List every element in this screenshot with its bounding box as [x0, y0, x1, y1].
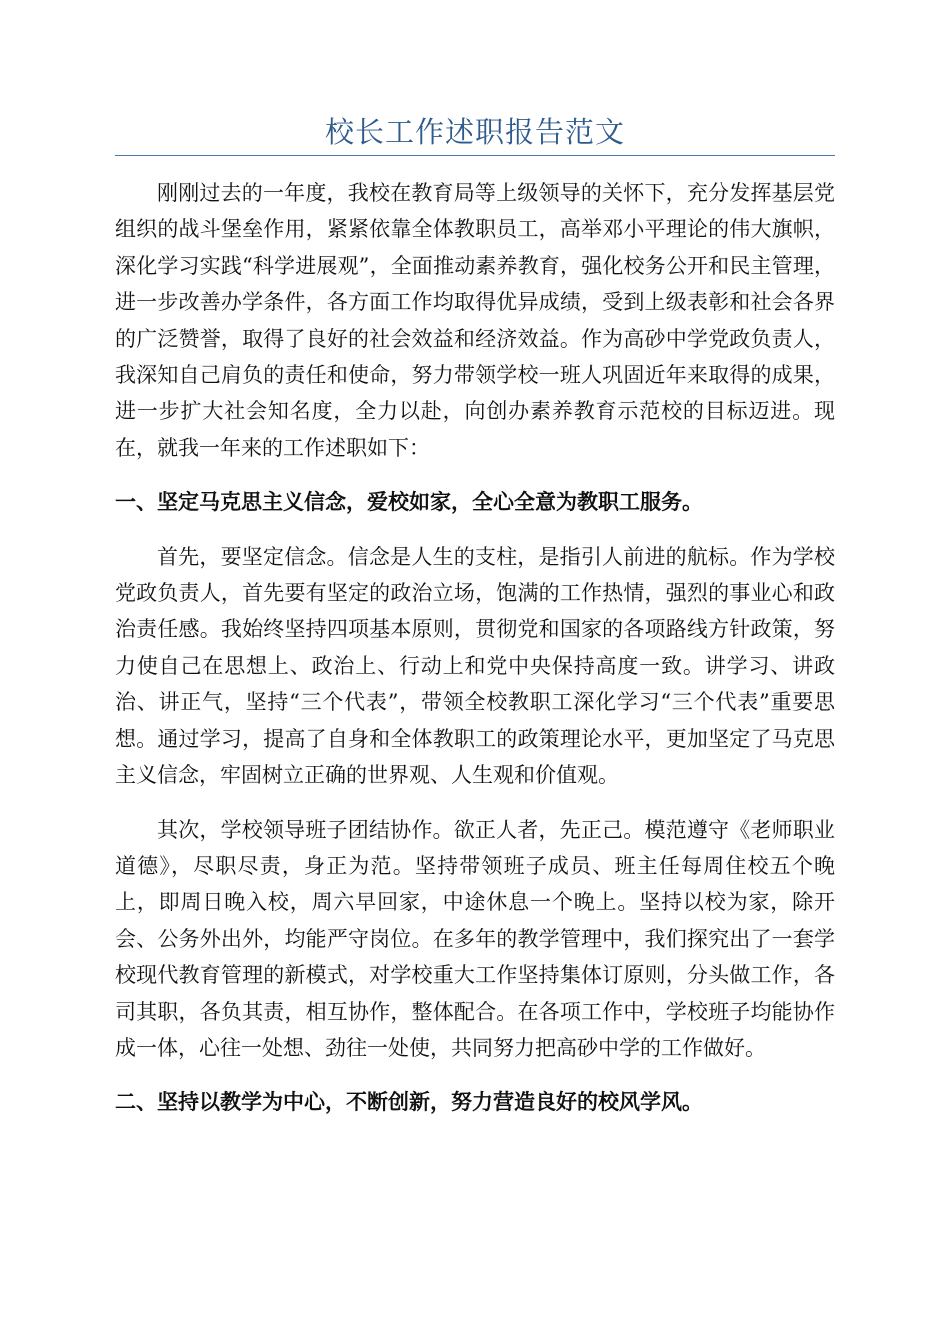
intro-paragraph: 刚刚过去的一年度，我校在教育局等上级领导的关怀下，充分发挥基层党组织的战斗堡垒作用，紧紧依靠全体教职员工，高举邓小平理论的伟大旗帜，深化学习实践“科学进展观”，全面推动素养教育，强化校务公开和民主管理，进一步改善办学条件，各方面工作均取得优异成绩，受到上级表彰和社会各界的广泛赞誉，取得了良好的社会效益和经济效益。作为高砂中学党政负责人，我深知自己肩负的责任和使命，努力带领学校一班人巩固近年来取得的成果，进一步扩大社会知名度，全力以赴，向创办素养教育示范校的目标迈进。现在，就我一年来的工作述职如下： — [115, 181, 835, 460]
document-title: 校长工作述职报告范文 — [324, 115, 625, 149]
section-1-paragraph-2: 其次，学校领导班子团结协作。欲正人者，先正己。模范遵守《老师职业道德》，尽职尽责，身正为范。坚持带领班子成员、班主任每周住校五个晚上，即周日晚入校，周六早回家，中途休息一个晚上。坚持以校为家，除开会、公务外出外，均能严守岗位。在多年的教学管理中，我们探究出了一套学校现代教育管理的新模式，对学校重大工作坚持集体订原则，分头做工作，各司其职，各负其责，相互协作，整体配合。在各项工作中，学校班子均能协作成一体，心往一处想、劲往一处使，共同努力把高砂中学的工作做好。 — [115, 817, 835, 1060]
title-underline — [115, 155, 835, 156]
document-body — [115, 175, 835, 1121]
section-2-heading: 二、坚持以教学为中心，不断创新，努力营造良好的校风学风。 — [115, 1090, 703, 1115]
section-1-heading: 一、坚定马克思主义信念，爱校如家，全心全意为教职工服务。 — [115, 490, 703, 515]
section-1-paragraph-1: 首先，要坚定信念。信念是人生的支柱，是指引人前进的航标。作为学校党政负责人，首先要有坚定的政治立场，饱满的工作热情，强烈的事业心和政治责任感。我始终坚持四项基本原则，贯彻党和国家的各项路线方针政策，努力使自己在思想上、政治上、行动上和党中央保持高度一致。讲学习、讲政治、讲正气，坚持“三个代表”，带领全校教职工深化学习“三个代表”重要思想。通过学习，提高了自身和全体教职工的政策理论水平，更加坚定了马克思主义信念，牢固树立正确的世界观、人生观和价值观。 — [115, 544, 835, 788]
